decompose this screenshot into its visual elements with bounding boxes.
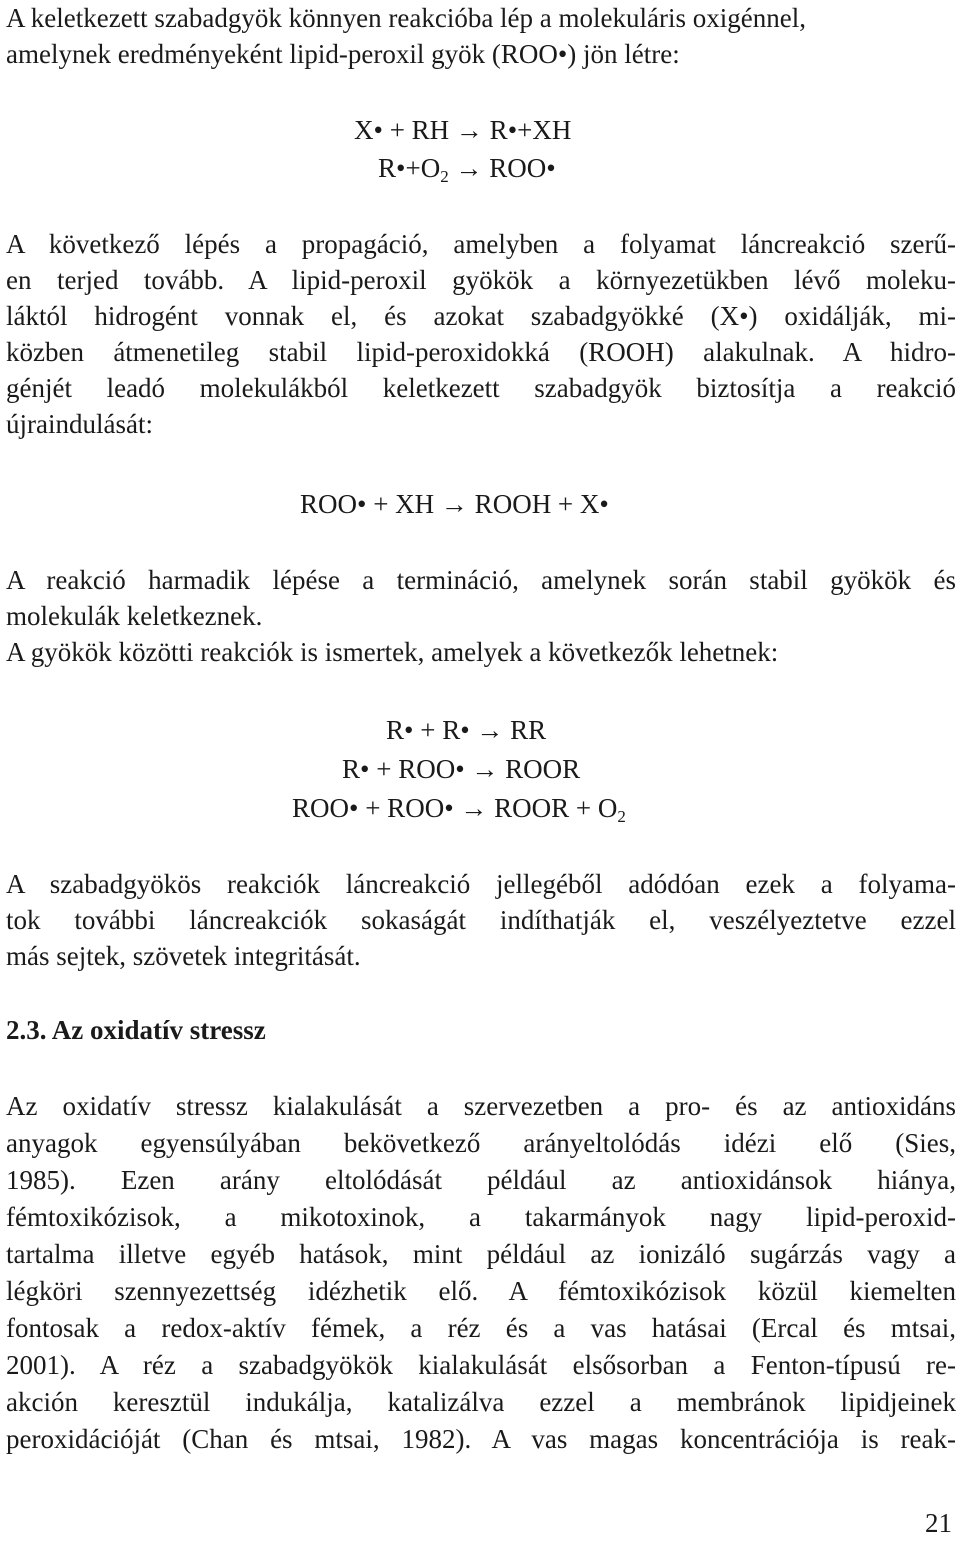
paragraph-line: peroxidációját (Chan és mtsai, 1982). A vas magas koncentrációja is reak- [6, 1424, 956, 1454]
page-number: 21 [925, 1508, 952, 1538]
paragraph-line: en terjed tovább. A lipid-peroxil gyökök a környezetükben lévő moleku- [6, 265, 956, 295]
paragraph-line: A keletkezett szabadgyök könnyen reakcióba lép a molekuláris oxigénnel, [6, 3, 806, 33]
paragraph-line: génjét leadó molekulákból keletkezett szabadgyök biztosítja a reakció [6, 373, 956, 403]
equation-4: R• + R• → RR [386, 715, 547, 745]
section-heading: 2.3. Az oxidatív stressz [6, 1015, 266, 1045]
paragraph-line: amelynek eredményeként lipid-peroxil gyök (ROO•) jön létre: [6, 39, 680, 69]
paragraph-line: tartalma illetve egyéb hatások, mint például az ionizáló sugárzás vagy a [6, 1239, 956, 1269]
equation-6 [292, 790, 626, 826]
paragraph-line: fémtoxikózisok, a mikotoxinok, a takarmányok nagy lipid-peroxid- [6, 1202, 956, 1232]
paragraph-line: újraindulását: [6, 409, 153, 439]
paragraph-line: légköri szennyezettség idézhetik elő. A fémtoxikózisok közül kiemelten [6, 1276, 956, 1306]
paragraph-line: anyagok egyensúlyában bekövetkező arányeltolódás idézi elő (Sies, [6, 1128, 956, 1158]
equation-6-subscript: 2 [617, 807, 626, 826]
paragraph-line: láktól hidrogént vonnak el, és azokat szabadgyökké (X•) oxidálják, mi- [6, 301, 956, 331]
paragraph-line: A reakció harmadik lépése a termináció, amelynek során stabil gyökök és [6, 565, 956, 595]
equation-6-text: ROO• + ROO• → ROOR + O [292, 793, 618, 823]
paragraph-line: A következő lépés a propagáció, amelyben a folyamat láncreakció szerű- [6, 229, 956, 259]
equation-1: X• + RH → R•+XH [354, 115, 572, 145]
equation-3: ROO• + XH → ROOH + X• [300, 489, 609, 519]
paragraph-line: molekulák keletkeznek. [6, 601, 263, 631]
equation-2 [378, 150, 556, 186]
paragraph-line: tok további láncreakciók sokaságát indíthatják el, veszélyeztetve ezzel [6, 905, 956, 935]
equation-2-rhs: → ROO• [448, 153, 556, 183]
paragraph-line: 2001). A réz a szabadgyökök kialakulását elsősorban a Fenton-típusú re- [6, 1350, 956, 1380]
paragraph-line: akción keresztül indukálja, katalizálva ezzel a membránok lipidjeinek [6, 1387, 956, 1417]
paragraph-line: közben átmenetileg stabil lipid-peroxidokká (ROOH) alakulnak. A hidro- [6, 337, 956, 367]
paragraph-line: fontosak a redox-aktív fémek, a réz és a vas hatásai (Ercal és mtsai, [6, 1313, 956, 1343]
equation-2-subscript: 2 [440, 167, 449, 186]
paragraph-line: A szabadgyökös reakciók láncreakció jellegéből adódóan ezek a folyama- [6, 869, 956, 899]
paragraph-line: 1985). Ezen arány eltolódását például az antioxidánsok hiánya, [6, 1165, 956, 1195]
equation-2-lhs: R•+O [378, 153, 441, 183]
paragraph-line: más sejtek, szövetek integritását. [6, 941, 361, 971]
paragraph-line: A gyökök közötti reakciók is ismertek, amelyek a következők lehetnek: [6, 637, 779, 667]
paragraph-line: Az oxidatív stressz kialakulását a szervezetben a pro- és az antioxidáns [6, 1091, 956, 1121]
equation-5: R• + ROO• → ROOR [342, 754, 581, 784]
